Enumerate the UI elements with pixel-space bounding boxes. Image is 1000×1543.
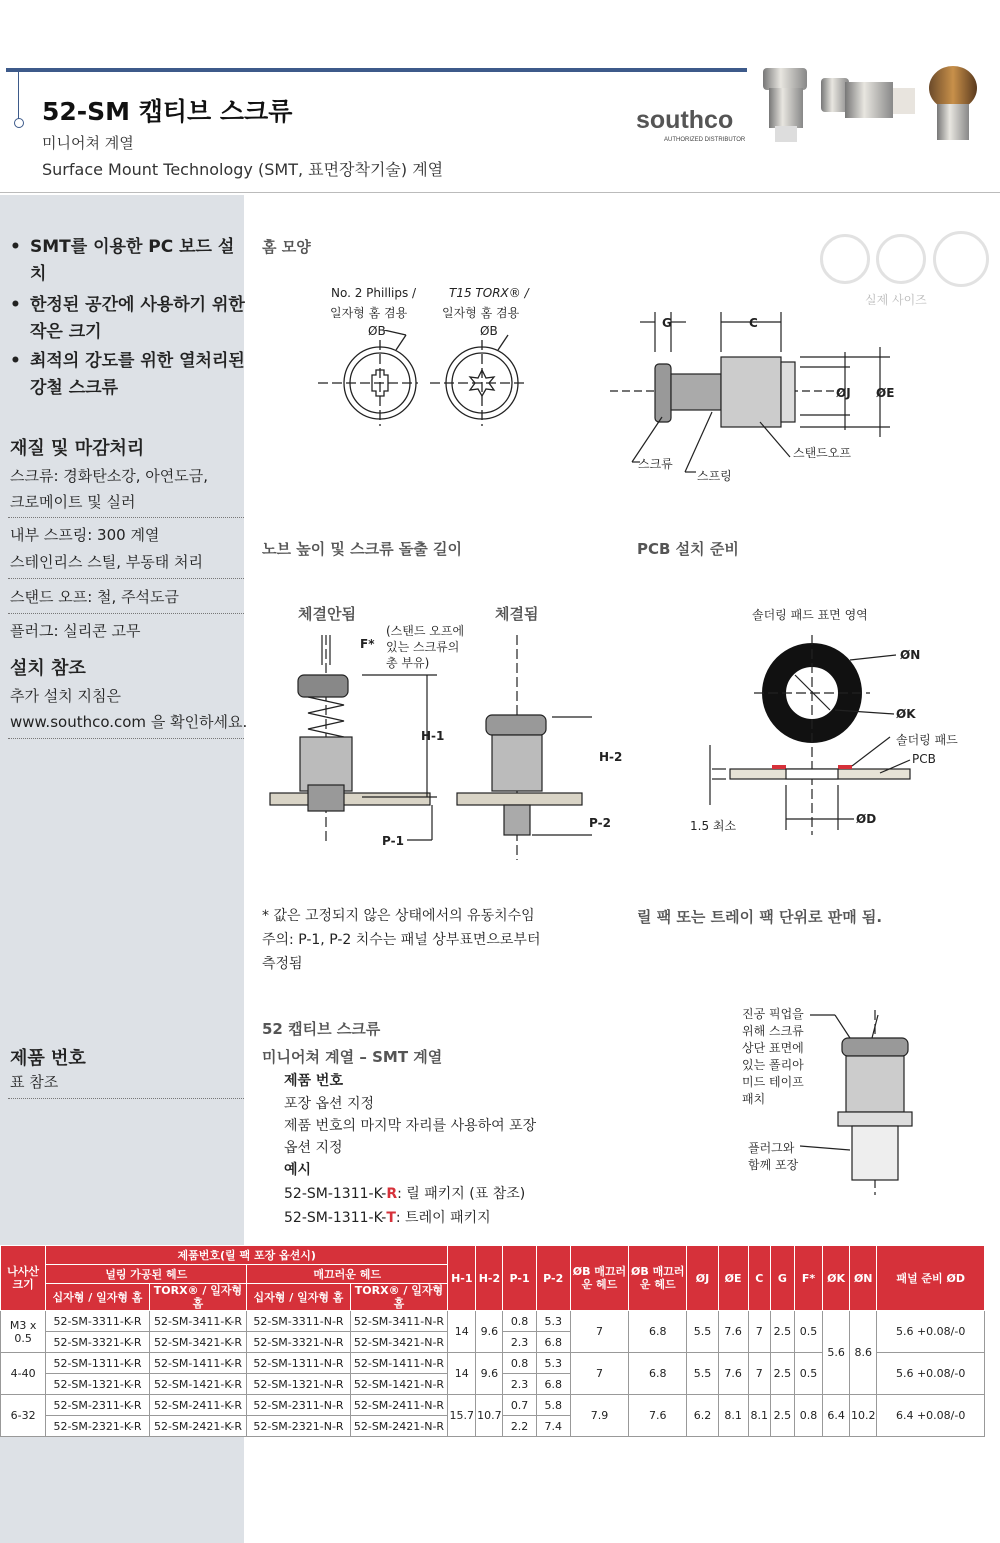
install-line: 추가 설치 지침은 — [10, 687, 121, 705]
cell-b2: 6.8 — [629, 1353, 687, 1395]
cell-e: 7.6 — [718, 1353, 748, 1395]
float-note: 있는 스크류의 — [386, 640, 460, 654]
cell-n: 8.6 — [850, 1311, 877, 1395]
cell-g: 2.5 — [770, 1353, 794, 1395]
col-e: ØE — [718, 1246, 748, 1311]
col-b2: ØB 매끄러운 헤드 — [629, 1246, 687, 1311]
recess-drawing — [318, 330, 528, 430]
cell-part: 52-SM-3311-K-R — [46, 1311, 150, 1332]
float-note: (스탠드 오프에 — [386, 624, 465, 638]
photo-body-1 — [769, 88, 803, 128]
phillips-label: No. 2 Phillips / — [331, 286, 417, 300]
table-row — [1, 1311, 985, 1332]
dim-h1: H-1 — [421, 729, 445, 743]
cell-p2: 6.8 — [536, 1332, 570, 1353]
material-line: 스테인리스 스틸, 부동태 처리 — [10, 553, 203, 571]
install-heading: 설치 참조 — [10, 658, 86, 679]
dim-n: ØN — [900, 648, 921, 662]
cell-part: 52-SM-3321-K-R — [46, 1332, 150, 1353]
cell-g: 2.5 — [770, 1395, 794, 1437]
material-line: 크로메이트 및 실러 — [10, 493, 136, 511]
float-note: 총 부유) — [386, 656, 430, 670]
pn-heading: 제품 번호 — [284, 1073, 343, 1089]
col-k: ØK — [823, 1246, 850, 1311]
photo-body-2 — [845, 82, 893, 118]
cell-c: 7 — [748, 1311, 770, 1353]
cell-d: 5.6 +0.08/-0 — [877, 1311, 985, 1353]
screw-label: 스크류 — [638, 457, 673, 471]
dim-c: C — [749, 316, 758, 330]
feature-bullet: • 한정된 공간에 사용하기 위한 작은 크기 — [10, 295, 245, 342]
example-heading: 예시 — [284, 1162, 312, 1178]
divider — [8, 1098, 244, 1099]
spec-table — [0, 1245, 985, 1437]
cell-p1: 0.8 — [503, 1353, 536, 1374]
col-p1: P-1 — [503, 1246, 536, 1311]
footnote: * 값은 고정되지 않은 상태에서의 유동치수임 — [262, 908, 535, 924]
cell-part: 52-SM-3421-K-R — [149, 1332, 246, 1353]
unlocked-label: 체결안됨 — [298, 605, 356, 623]
cell-e: 7.6 — [718, 1311, 748, 1353]
cell-h2: 9.6 — [476, 1353, 503, 1395]
cell-j: 5.5 — [687, 1353, 718, 1395]
col-n: ØN — [850, 1246, 877, 1311]
cell-part: 52-SM-3411-N-R — [350, 1311, 447, 1332]
col-smooth: 매끄러운 헤드 — [247, 1265, 448, 1284]
dia-b-label: ØB — [368, 324, 386, 338]
cell-part: 52-SM-2411-K-R — [149, 1395, 246, 1416]
spring-label: 스프링 — [697, 469, 732, 483]
cell-j: 6.2 — [687, 1395, 718, 1437]
cell-part: 52-SM-3421-N-R — [350, 1332, 447, 1353]
cell-f: 0.5 — [794, 1353, 822, 1395]
cell-c: 7 — [748, 1353, 770, 1395]
material-line: 내부 스프링: 300 계열 — [10, 526, 160, 544]
photo-body-3 — [937, 104, 969, 140]
ordering-series: 미니어쳐 계열 – SMT 계열 — [262, 1048, 443, 1066]
photo-head-1 — [763, 68, 807, 90]
cell-p1: 0.8 — [503, 1311, 536, 1332]
cell-part: 52-SM-2321-N-R — [247, 1416, 351, 1437]
cell-part: 52-SM-3411-K-R — [149, 1311, 246, 1332]
cell-n: 10.2 — [850, 1395, 877, 1437]
cell-part: 52-SM-1311-K-R — [46, 1353, 150, 1374]
cell-part: 52-SM-1311-N-R — [247, 1353, 351, 1374]
col-j: ØJ — [687, 1246, 718, 1311]
cell-h2: 9.6 — [476, 1311, 503, 1353]
cell-size: 6-32 — [1, 1395, 46, 1437]
pcb-heading: PCB 설치 준비 — [637, 540, 739, 558]
col-f: F* — [794, 1246, 822, 1311]
cell-k: 6.4 — [823, 1395, 850, 1437]
cell-p2: 5.3 — [536, 1311, 570, 1332]
cell-h1: 14 — [448, 1353, 476, 1395]
divider — [8, 517, 244, 518]
cell-d: 6.4 +0.08/-0 — [877, 1395, 985, 1437]
side-view-drawing — [600, 312, 900, 482]
cell-b1: 7.9 — [570, 1395, 628, 1437]
photo-plug-2 — [893, 88, 915, 114]
material-heading: 재질 및 마감처리 — [10, 438, 145, 459]
dim-g: G — [662, 316, 672, 330]
dim-h2: H-2 — [599, 750, 623, 764]
col-g: G — [770, 1246, 794, 1311]
photo-plug-1 — [775, 126, 797, 142]
col-part-number: 제품번호(릴 팩 포장 옵션시) — [46, 1246, 448, 1265]
knob-heading: 노브 높이 및 스크류 돌출 길이 — [262, 540, 462, 558]
header-dot — [14, 118, 24, 128]
part-number-heading: 제품 번호 — [10, 1048, 86, 1069]
cell-e: 8.1 — [718, 1395, 748, 1437]
torx-label-2: 일자형 홈 겸용 — [442, 306, 520, 320]
actual-size-circle — [876, 234, 926, 284]
pn-line: 포장 옵션 지정 — [284, 1096, 375, 1112]
cell-part: 52-SM-2411-N-R — [350, 1395, 447, 1416]
cell-part: 52-SM-2421-K-R — [149, 1416, 246, 1437]
actual-size-label: 실제 사이즈 — [865, 293, 927, 307]
dia-b-label: ØB — [480, 324, 498, 338]
cell-p2: 7.4 — [536, 1416, 570, 1437]
dim-p2: P-2 — [589, 816, 611, 830]
logo-subtext: AUTHORIZED DISTRIBUTOR — [664, 137, 746, 143]
product-photos — [755, 60, 995, 150]
tape-note: 진공 픽업을 위해 스크류 상단 표면에 있는 폴리아 미드 테이프 패치 — [742, 1007, 804, 1106]
col-b1: ØB 매끄러운 헤드 — [570, 1246, 628, 1311]
feature-bullet: • 최적의 강도를 위한 열처리된 강철 스크류 — [10, 351, 245, 398]
actual-size-circle — [933, 231, 989, 287]
cell-h1: 15.7 — [448, 1395, 476, 1437]
cell-part: 52-SM-1411-K-R — [149, 1353, 246, 1374]
cell-b2: 6.8 — [629, 1311, 687, 1353]
header-separator — [0, 192, 1000, 193]
cell-c: 8.1 — [748, 1395, 770, 1437]
cell-part: 52-SM-1321-N-R — [247, 1374, 351, 1395]
solder-area-label: 솔더링 패드 표면 영역 — [752, 608, 868, 622]
page-title: 52-SM 캡티브 스크류 — [42, 97, 293, 126]
material-line: 스크류: 경화탄소강, 아연도금, — [10, 467, 209, 485]
cell-p2: 6.8 — [536, 1374, 570, 1395]
cell-f: 0.5 — [794, 1311, 822, 1353]
southco-logo: southco — [636, 106, 734, 134]
cell-d: 5.6 +0.08/-0 — [877, 1353, 985, 1395]
example-line-tray: 52-SM-1311-K-T: 트레이 패키지 — [284, 1210, 491, 1226]
col-p2: P-2 — [536, 1246, 570, 1311]
dim-f: F* — [360, 637, 375, 651]
cell-part: 52-SM-1421-N-R — [350, 1374, 447, 1395]
header-rule — [6, 68, 747, 72]
col-size: 나사산 크기 — [1, 1246, 46, 1311]
torx-label: T15 TORX® / — [449, 286, 529, 300]
locked-label: 체결됨 — [495, 605, 539, 623]
dim-k: ØK — [896, 707, 916, 721]
cell-part: 52-SM-1411-N-R — [350, 1353, 447, 1374]
divider — [8, 613, 244, 614]
solder-pad-label: 솔더링 패드 — [896, 733, 958, 747]
cell-p1: 0.7 — [503, 1395, 536, 1416]
cell-part: 52-SM-1321-K-R — [46, 1374, 150, 1395]
cell-part: 52-SM-1421-K-R — [149, 1374, 246, 1395]
cell-part: 52-SM-2311-K-R — [46, 1395, 150, 1416]
cell-p2: 5.8 — [536, 1395, 570, 1416]
material-line: 플러그: 실리콘 고무 — [10, 622, 141, 640]
cell-part: 52-SM-2321-K-R — [46, 1416, 150, 1437]
page-subtitle: 미니어쳐 계열 — [42, 134, 134, 152]
photo-head-2 — [821, 78, 849, 112]
pcb-drawing — [700, 625, 1000, 845]
install-url[interactable]: www.southco.com 을 확인하세요. — [10, 713, 248, 731]
pcb-label: PCB — [912, 752, 936, 766]
material-line: 스탠드 오프: 철, 주석도금 — [10, 588, 180, 606]
footnote: 주의: P-1, P-2 치수는 패널 상부표면으로부터 — [262, 932, 541, 948]
standoff-label: 스탠드오프 — [793, 446, 851, 460]
example-line-reel: 52-SM-1311-K-R: 릴 패키지 (표 참조) — [284, 1186, 526, 1202]
phillips-label-2: 일자형 홈 겸용 — [330, 306, 408, 320]
pn-line: 제품 번호의 마지막 자리를 사용하여 포장 — [284, 1118, 537, 1134]
pn-line: 옵션 지정 — [284, 1140, 343, 1156]
photo-head-3 — [929, 66, 977, 110]
divider — [8, 738, 244, 739]
cell-p2: 5.3 — [536, 1353, 570, 1374]
cell-h2: 10.7 — [476, 1395, 503, 1437]
cell-p1: 2.3 — [503, 1374, 536, 1395]
min-thickness-label: 1.5 최소 — [690, 819, 737, 833]
cell-b2: 7.6 — [629, 1395, 687, 1437]
header-vline — [18, 72, 19, 122]
actual-size-circle — [820, 234, 870, 284]
col-h1: H-1 — [448, 1246, 476, 1311]
feature-bullet: • SMT를 이용한 PC 보드 설치 — [10, 237, 235, 284]
dim-j: ØJ — [836, 386, 851, 400]
part-number-ref: 표 참조 — [10, 1073, 59, 1091]
cell-j: 5.5 — [687, 1311, 718, 1353]
cell-g: 2.5 — [770, 1311, 794, 1353]
cell-h1: 14 — [448, 1311, 476, 1353]
divider — [8, 578, 244, 579]
dim-e: ØE — [876, 386, 895, 400]
cell-size: M3 x 0.5 — [1, 1311, 46, 1353]
cell-f: 0.8 — [794, 1395, 822, 1437]
cell-b1: 7 — [570, 1353, 628, 1395]
cell-p1: 2.2 — [503, 1416, 536, 1437]
col-d: 패널 준비 ØD — [877, 1246, 985, 1311]
col-c: C — [748, 1246, 770, 1311]
dim-d: ØD — [856, 812, 877, 826]
reel-note: 릴 팩 또는 트레이 팩 단위로 판매 됨. — [637, 908, 883, 926]
col-cross: 십자형 / 일자형 홈 — [247, 1284, 351, 1311]
cell-size: 4-40 — [1, 1353, 46, 1395]
recess-heading: 홈 모양 — [262, 238, 311, 256]
col-torx: TORX® / 일자형 홈 — [149, 1284, 246, 1311]
col-cross: 십자형 / 일자형 홈 — [46, 1284, 150, 1311]
cell-part: 52-SM-3321-N-R — [247, 1332, 351, 1353]
ordering-title: 52 캡티브 스크류 — [262, 1020, 381, 1038]
cell-b1: 7 — [570, 1311, 628, 1353]
cell-k: 5.6 — [823, 1311, 850, 1395]
col-torx: TORX® / 일자형 홈 — [350, 1284, 447, 1311]
cell-part: 52-SM-2421-N-R — [350, 1416, 447, 1437]
dim-p1: P-1 — [382, 834, 404, 848]
cell-part: 52-SM-3311-N-R — [247, 1311, 351, 1332]
knob-height-drawing — [262, 625, 592, 865]
page-subtitle-2: Surface Mount Technology (SMT, 표면장착기술) 계열 — [42, 160, 444, 179]
cell-part: 52-SM-2311-N-R — [247, 1395, 351, 1416]
table-row — [1, 1395, 985, 1416]
col-knurled: 널링 가공된 헤드 — [46, 1265, 247, 1284]
packaged-screw-drawing — [800, 1010, 930, 1200]
plug-note: 플러그와 함께 포장 — [748, 1141, 799, 1172]
footnote: 측정됨 — [262, 956, 303, 972]
col-h2: H-2 — [476, 1246, 503, 1311]
cell-p1: 2.3 — [503, 1332, 536, 1353]
